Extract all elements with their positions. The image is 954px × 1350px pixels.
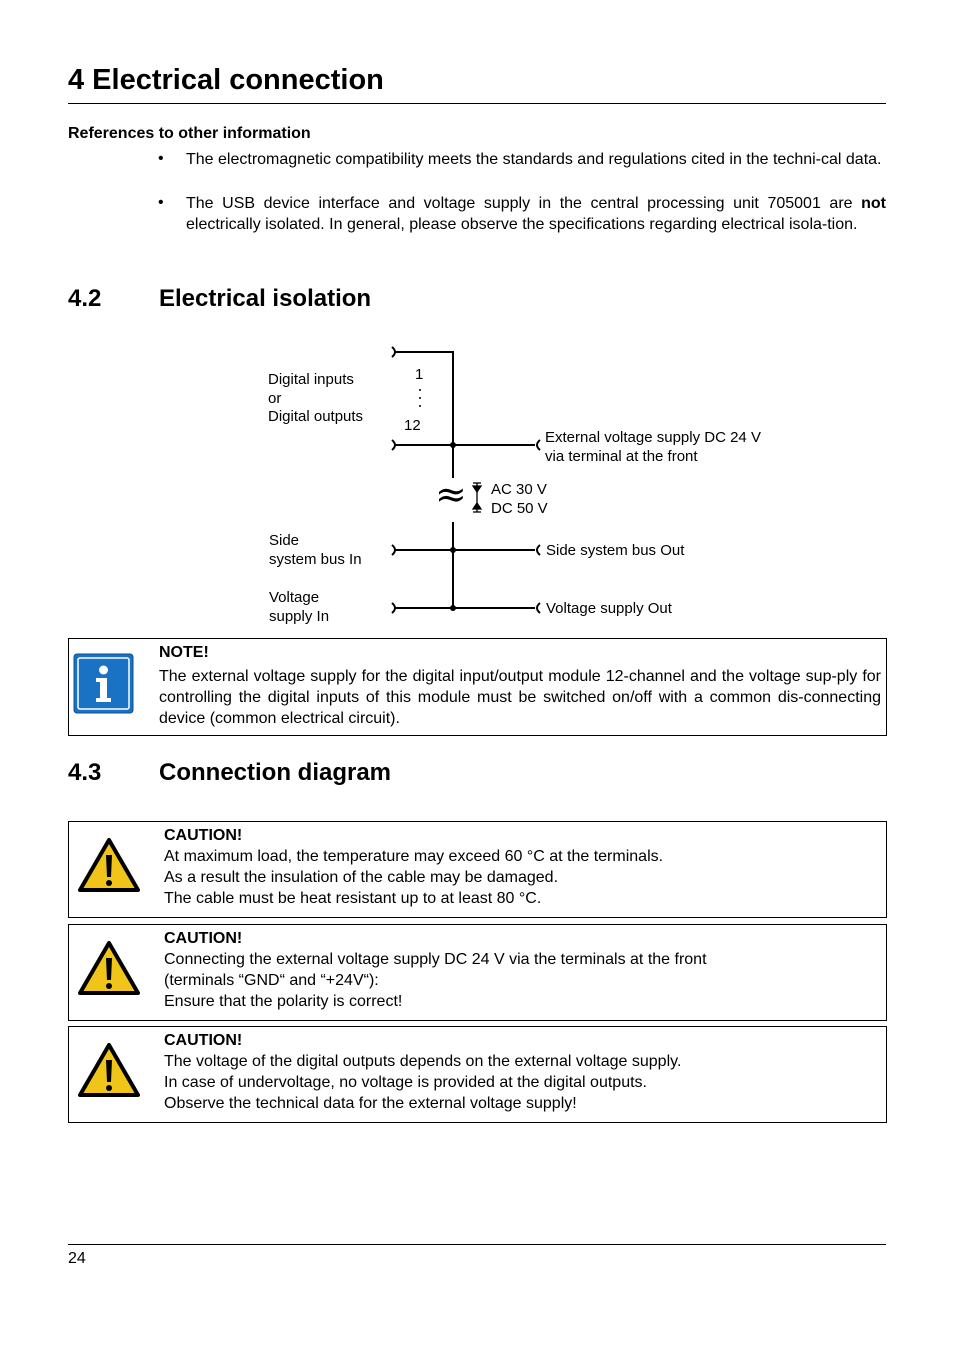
reference-item-emc bbox=[186, 149, 886, 170]
caution-line: Connecting the external voltage supply DC 24 V via the terminals at the front bbox=[164, 951, 707, 968]
warning-triangle-icon bbox=[77, 940, 141, 997]
caution-line: The voltage of the digital outputs depends on the external voltage supply. bbox=[164, 1053, 682, 1070]
terminal-arc bbox=[537, 545, 540, 555]
junction-dot bbox=[450, 442, 456, 448]
page-number: 24 bbox=[68, 1250, 86, 1267]
warning-triangle-icon bbox=[77, 1042, 141, 1099]
digital-io-line bbox=[395, 352, 453, 396]
terminal-arc bbox=[537, 440, 540, 450]
caution-line: In case of undervoltage, no voltage is provided at the digital outputs. bbox=[164, 1074, 647, 1091]
terminal-arc bbox=[392, 347, 395, 357]
section-title: Connection diagram bbox=[159, 759, 392, 786]
caution-line: Observe the technical data for the external voltage supply! bbox=[164, 1095, 577, 1112]
reference-item-text: The USB device interface and voltage supply in the central processing unit 705001 are bbox=[186, 195, 862, 212]
caution-line: At maximum load, the temperature may exceed 60 °C at the terminals. bbox=[164, 848, 664, 865]
isolation-voltage-label: AC 30 V DC 50 V bbox=[491, 481, 548, 517]
references-title: References to other information bbox=[68, 125, 311, 142]
side-bus-out-label: Side system bus Out bbox=[546, 542, 685, 559]
terminal-arc bbox=[392, 545, 395, 555]
supply-out-label: Voltage supply Out bbox=[546, 600, 672, 617]
caution-box bbox=[68, 924, 887, 1021]
reference-item-usb bbox=[186, 193, 886, 235]
reference-item-text: electrically isolated. In general, please observe the specifications regarding electrical isola-tion. bbox=[186, 216, 858, 233]
caution-box bbox=[68, 821, 887, 918]
terminal-start-label: 1 bbox=[415, 366, 424, 383]
note-box bbox=[68, 638, 887, 736]
caution-line: As a result the insulation of the cable may be damaged. bbox=[164, 869, 559, 886]
bullet-marker: • bbox=[158, 150, 164, 167]
digital-io-label: Digital inputs or Digital outputs bbox=[268, 371, 364, 425]
section-title: Electrical isolation bbox=[159, 285, 372, 312]
terminal-arc bbox=[537, 603, 540, 613]
isolation-symbol: ≈ bbox=[435, 472, 467, 516]
caution-title: CAUTION! bbox=[164, 827, 243, 844]
terminal-end-label: 12 bbox=[404, 417, 421, 434]
junction-dot bbox=[450, 547, 456, 553]
caution-title: CAUTION! bbox=[164, 930, 243, 947]
note-title: NOTE! bbox=[159, 644, 209, 661]
external-supply-label: External voltage supply DC 24 V via terminal at the front bbox=[545, 429, 761, 465]
footer-rule bbox=[68, 1244, 886, 1245]
bullet-marker: • bbox=[158, 194, 164, 211]
note-text: The external voltage supply for the digital input/output module 12-channel and the voltage sup-ply for controlling the digital inputs of this module must be switched on/off with a common dis-connecting device (common electrical circuit). bbox=[159, 668, 881, 727]
caution-title: CAUTION! bbox=[164, 1032, 243, 1049]
emphasis-not: not bbox=[861, 195, 886, 212]
reference-item-text: The electromagnetic compatibility meets the standards and regulations cited in the techni-cal data. bbox=[186, 151, 882, 168]
section-number: 4.3 bbox=[68, 759, 102, 786]
terminal-arc bbox=[392, 440, 395, 450]
supply-in-label: Voltage supply In bbox=[269, 589, 330, 625]
side-bus-in-label: Side system bus In bbox=[269, 532, 362, 568]
chapter-title: 4 Electrical connection bbox=[68, 64, 384, 96]
caution-line: (terminals “GND“ and “+24V“): bbox=[164, 972, 379, 989]
caution-line: The cable must be heat resistant up to at least 80 °C. bbox=[164, 890, 542, 907]
junction-dot bbox=[450, 605, 456, 611]
terminal-arc bbox=[392, 603, 395, 613]
chapter-rule bbox=[68, 103, 886, 104]
section-number: 4.2 bbox=[68, 285, 102, 312]
caution-box bbox=[68, 1026, 887, 1123]
warning-triangle-icon bbox=[77, 837, 141, 894]
caution-line: Ensure that the polarity is correct! bbox=[164, 993, 403, 1010]
info-icon bbox=[73, 653, 134, 714]
